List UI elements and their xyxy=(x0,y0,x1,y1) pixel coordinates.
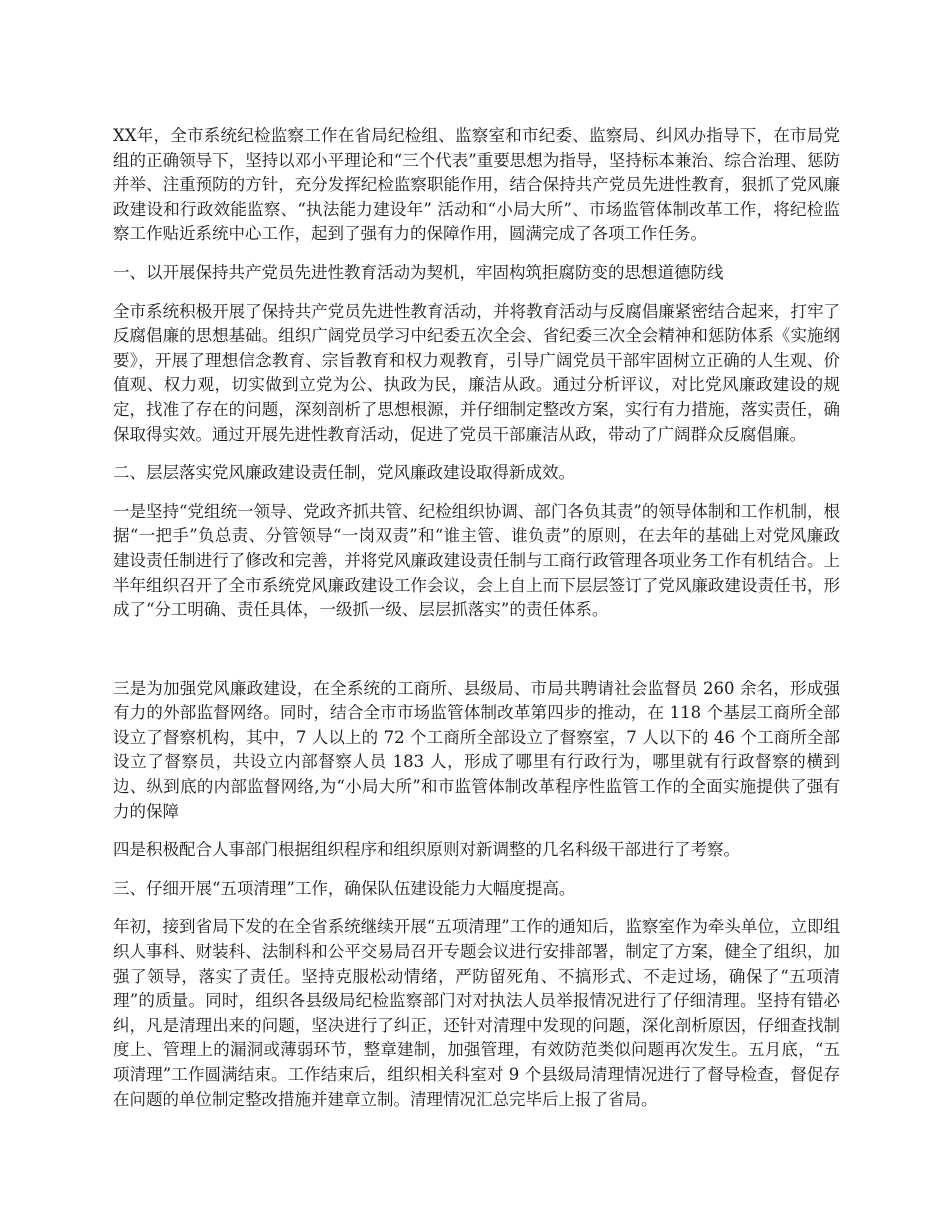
section-3-paragraph: 年初，接到省局下发的在全省系统继续开展“五项清理”工作的通知后，监察室作为牵头单位，立即组织人事科、财装科、法制科和公平交易局召开专题会议进行安排部署，制定了方案，健全了组织，加强了领导，落实了责任。坚持克服松动情绪，严防留死角、不搞形式、不走过场，确保了“五项清理”的质量。同时，组织各县级局纪检监察部门对对执法人员举报情况进行了仔细清理。坚持有错必纠，凡是清理出来的问题，坚决进行了纠正，还针对清理中发现的问题，深化剖析原因，仔细查找制度上、管理上的漏洞或薄弱环节，整章建制，加强管理，有效防范类似问题再次发生。五月底，“五项清理”工作圆满结束。工作结束后，组织相关科室对 9 个县级局清理情况进行了督导检查，督促存在问题的单位制定整改措施并建章立制。清理情况汇总完毕后上报了省局。 xyxy=(113,917,840,1109)
document-page xyxy=(113,124,840,1126)
section-2-heading: 二、层层落实党风廉政建设责任制，党风廉政建设取得新成效。 xyxy=(113,463,575,483)
section-1-paragraph: 全市系统积极开展了保持共产党员先进性教育活动，并将教育活动与反腐倡廉紧密结合起来，打牢了反腐倡廉的思想基础。组织广阔党员学习中纪委五次全会、省纪委三次全会精神和惩防体系《实施纲要》，开展了理想信念教育、宗旨教育和权力观教育，引导广阔党员干部牢固树立正确的人生观、价值观、权力观，切实做到立党为公、执政为民，廉洁从政。通过分析评议，对比党风廉政建设的规定，找准了存在的问题，深刻剖析了思想根源，并仔细制定整改方案，实行有力措施，落实责任，确保取得实效。通过开展先进性教育活动，促进了党员干部廉洁从政，带动了广阔群众反腐倡廉。 xyxy=(113,301,840,444)
intro-paragraph: XX年，全市系统纪检监察工作在省局纪检组、监察室和市纪委、监察局、纠风办指导下，在市局党组的正确领导下，坚持以邓小平理论和“三个代表”重要思想为指导，坚持标本兼治、综合治理、惩防并举、注重预防的方针，充分发挥纪检监察职能作用，结合保持共产党员先进性教育，狠抓了党风廉政建设和行政效能监察、“执法能力建设年” 活动和“小局大所”、市场监管体制改革工作，将纪检监察工作贴近系统中心工作，起到了强有力的保障作用，圆满完成了各项工作任务。 xyxy=(113,126,840,244)
section-1-heading: 一、以开展保持共产党员先进性教育活动为契机，牢固构筑拒腐防变的思想道德防线 xyxy=(113,262,724,282)
section-2-paragraph-3: 三是为加强党风廉政建设，在全系统的工商所、县级局、市局共聘请社会监督员 260 余名，形成强有力的外部监督网络。同时，结合全市市场监管体制改革第四步的推动，在 118 个基层工商所全部设立了督察机构，其中，7 人以上的 72 个工商所全部设立了督察室，7 人以下的 46 个工商所全部设立了督察员，共设立内部督察人员 183 人，形成了哪里有行政行为，哪里就有行政督察的横到边、纵到底的内部监督网络,为“小局大所”和市监管体制改革程序性监管工作的全面实施提供了强有力的保障 xyxy=(113,678,840,821)
blank-gap xyxy=(113,637,840,677)
section-2-paragraph-4: 四是积极配合人事部门根据组织程序和组织原则对新调整的几名科级干部进行了考察。 xyxy=(113,840,740,860)
section-3-heading: 三、仔细开展“五项清理”工作，确保队伍建设能力大幅度提高。 xyxy=(113,878,576,898)
section-2-paragraph-1: 一是坚持“党组统一领导、党政齐抓共管、纪检组织协调、部门各负其责”的领导体制和工作机制，根据“一把手”负总责、分管领导“一岗双责”和“谁主管、谁负责”的原则，在去年的基础上对党风廉政建设责任制进行了修改和完善，并将党风廉政建设责任制与工商行政管理各项业务工作有机结合。上半年组织召开了全市系统党风廉政建设工作会议，会上自上而下层层签订了党风廉政建设责任书，形成了“分工明确、责任具体，一级抓一级、层层抓落实”的责任体系。 xyxy=(113,501,840,620)
